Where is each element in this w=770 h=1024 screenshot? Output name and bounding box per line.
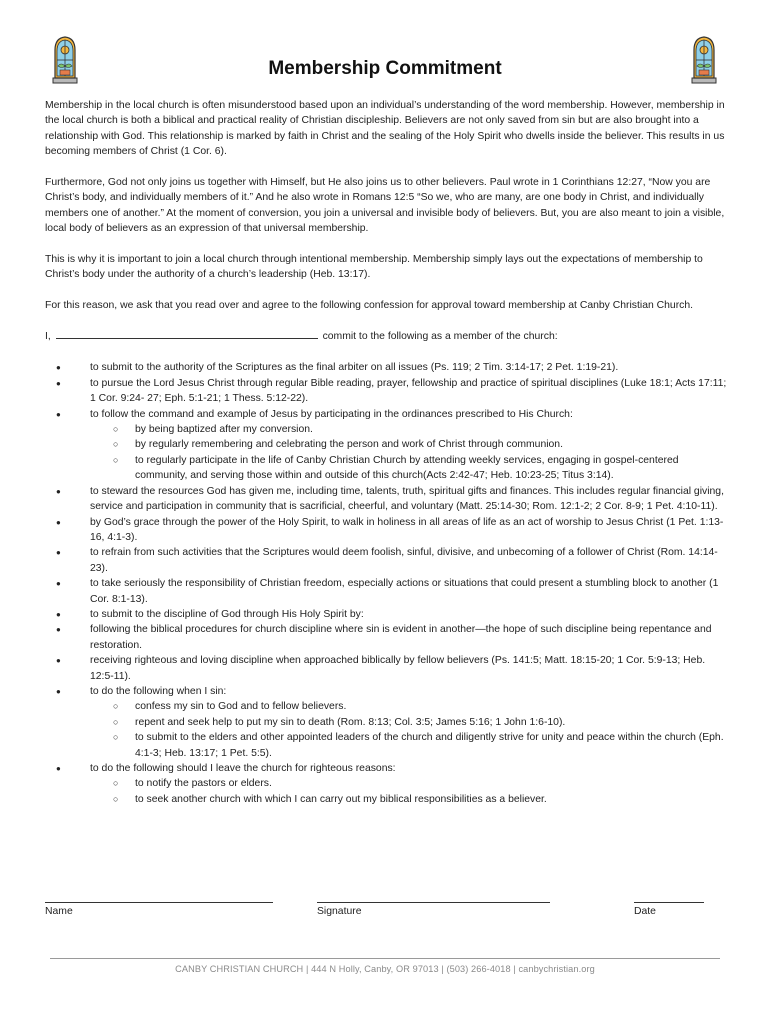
commitment-text: to steward the resources God has given me, including time, talents, truth, spiritual gifts and finances. This includes regular financial giving, service and participation in community that is sacrificial, cheerful, and voluntary (Matt. 25:14-30; Rom. 12:1-2; 2 Cor. 8-9; 1 Pet. 4:10-11).	[90, 485, 724, 513]
date-field[interactable]	[634, 890, 704, 917]
commitment-item	[45, 360, 729, 375]
commitment-subitem: ○ repent and seek help to put my sin to death (Rom. 8:13; Col. 3:5; James 5:16; 1 John 1:6-10).	[90, 715, 729, 730]
signature-field[interactable]	[317, 890, 550, 917]
commitment-text: to pursue the Lord Jesus Christ through regular Bible reading, prayer, fellowship and practice of spiritual disciplines (Luke 18:1; Acts 17:11; 1 Cor. 9:24- 27; Eph. 5:1-21; 1 Thess. 5:12-22).	[90, 377, 727, 405]
page-title: Membership Commitment	[268, 58, 502, 79]
commit-suffix: commit to the following as a member of the church:	[322, 331, 558, 343]
signature-line[interactable]	[317, 890, 550, 903]
commitment-text: by God’s grace through the power of the Holy Spirit, to walk in holiness in all areas of life as an act of worship to Jesus Christ (1 Pet. 1:13-16, 4:1-3).	[90, 516, 724, 543]
commitment-item	[45, 622, 729, 653]
body-paragraph: For this reason, we ask that you read over and agree to the following confession for approval toward membership at Canby Christian Church.	[45, 300, 694, 312]
date-label: Date	[634, 906, 656, 917]
commitment-subitem: ○ to regularly participate in the life of Canby Christian Church by attending weekly services, engaging in gospel-centered community, and serving those within and outside of this church(Acts 2:42-47; Heb. 10:23-25; Titus 3:14).	[90, 453, 729, 484]
name-field[interactable]	[45, 890, 273, 917]
commitment-text: to do the following should I leave the church for righteous reasons:	[90, 763, 396, 774]
commit-statement	[45, 329, 729, 344]
commitment-item	[45, 576, 729, 607]
commitment-subitem: ○ to seek another church with which I can carry out my biblical responsibilities as a believer.	[90, 792, 729, 807]
commitment-sublist	[90, 699, 729, 761]
commitment-subitem: ○ by being baptized after my conversion.	[90, 422, 729, 437]
commitment-subitem: ○ to notify the pastors or elders.	[90, 776, 729, 791]
member-name-blank[interactable]	[56, 329, 318, 339]
commitment-text: following the biblical procedures for church discipline where sin is evident in another—the hope of such discipline being repentance and restoration.	[90, 624, 712, 651]
commitment-item	[45, 407, 729, 484]
name-label: Name	[45, 906, 73, 917]
commitment-sublist	[90, 422, 729, 484]
commitment-text: to do the following when I sin:	[90, 685, 227, 697]
name-line[interactable]	[45, 890, 273, 903]
commitment-item	[45, 545, 729, 576]
commitment-item	[45, 515, 729, 546]
commitment-text: receiving righteous and loving discipline when approached biblically by fellow believers (Ps. 141:5; Matt. 18:15-20; 1 Cor. 5:9-13; Heb. 12:5-11).	[90, 655, 706, 682]
commitment-list	[45, 360, 729, 807]
commitment-subitem: ○ to submit to the elders and other appointed leaders of the church and diligently strive for unity and peace within the church (Eph. 4:1-3; Heb. 13:17; 1 Pet. 5:5).	[90, 730, 729, 761]
commitment-item	[45, 684, 729, 761]
commitment-item	[45, 653, 729, 684]
footer-contact: CANBY CHRISTIAN CHURCH | 444 N Holly, Canby, OR 97013 | (503) 266-4018 | canbychristian.org	[175, 964, 595, 974]
footer-divider	[50, 958, 720, 959]
commitment-item	[45, 607, 729, 622]
commit-prefix: I,	[45, 331, 51, 343]
commitment-text: to refrain from such activities that the Scriptures would deem foolish, sinful, divisive, and unbecoming of a follower of Christ (Rom. 14:14-23).	[90, 547, 718, 574]
body-paragraph: Furthermore, God not only joins us together with Himself, but He also joins us to other believers. Paul wrote in 1 Corinthians 12:27, “Now you are Christ’s body, and individually members of it.” And he also wrote in Romans 12:5 “So we, who are many, are one body in Christ, and individually members one of another.” At the moment of conversion, you join a universal and invisible body of believers. But, you are also meant to join a visible, local body of believers as an expression of that universal membership.	[45, 177, 725, 235]
commitment-item	[45, 761, 729, 807]
commitment-text: to take seriously the responsibility of Christian freedom, especially actions or situations that could present a stumbling block to another (1 Cor. 8:1-13).	[90, 578, 719, 605]
intro-paragraph: Membership in the local church is often misunderstood based upon an individual’s understanding of the word membership. However, membership in the local church is both a biblical and practical reality of Christian discipleship. Believers are not only saved from sin but are also brought into a relationship with God. This relationship is marked by faith in Christ and the sealing of the Holy Spirit who dwells inside the believer. This results in us becoming members of Christ (1 Cor. 6).	[45, 100, 725, 158]
commitment-sublist	[90, 776, 729, 807]
commitment-text: to submit to the discipline of God through His Holy Spirit by:	[90, 608, 364, 620]
document-body	[45, 98, 729, 807]
commitment-subitem: ○ confess my sin to God and to fellow believers.	[90, 699, 729, 714]
commitment-subitem: ○ by regularly remembering and celebrating the person and work of Christ through communion.	[90, 437, 729, 452]
body-paragraph: This is why it is important to join a local church through intentional membership. Membership simply lays out the expectations of membership to Christ’s body under the authority of a church’s leadership (Heb. 13:17).	[45, 254, 703, 281]
commitment-text: to submit to the authority of the Scriptures as the final arbiter on all issues (Ps. 119; 2 Tim. 3:14-17; 2 Pet. 1:19-21).	[90, 362, 619, 374]
date-line[interactable]	[634, 890, 704, 903]
signature-label: Signature	[317, 906, 362, 917]
commitment-text: to follow the command and example of Jesus by participating in the ordinances prescribed to His Church:	[90, 408, 573, 420]
commitment-item	[45, 376, 729, 407]
commitment-item	[45, 484, 729, 515]
